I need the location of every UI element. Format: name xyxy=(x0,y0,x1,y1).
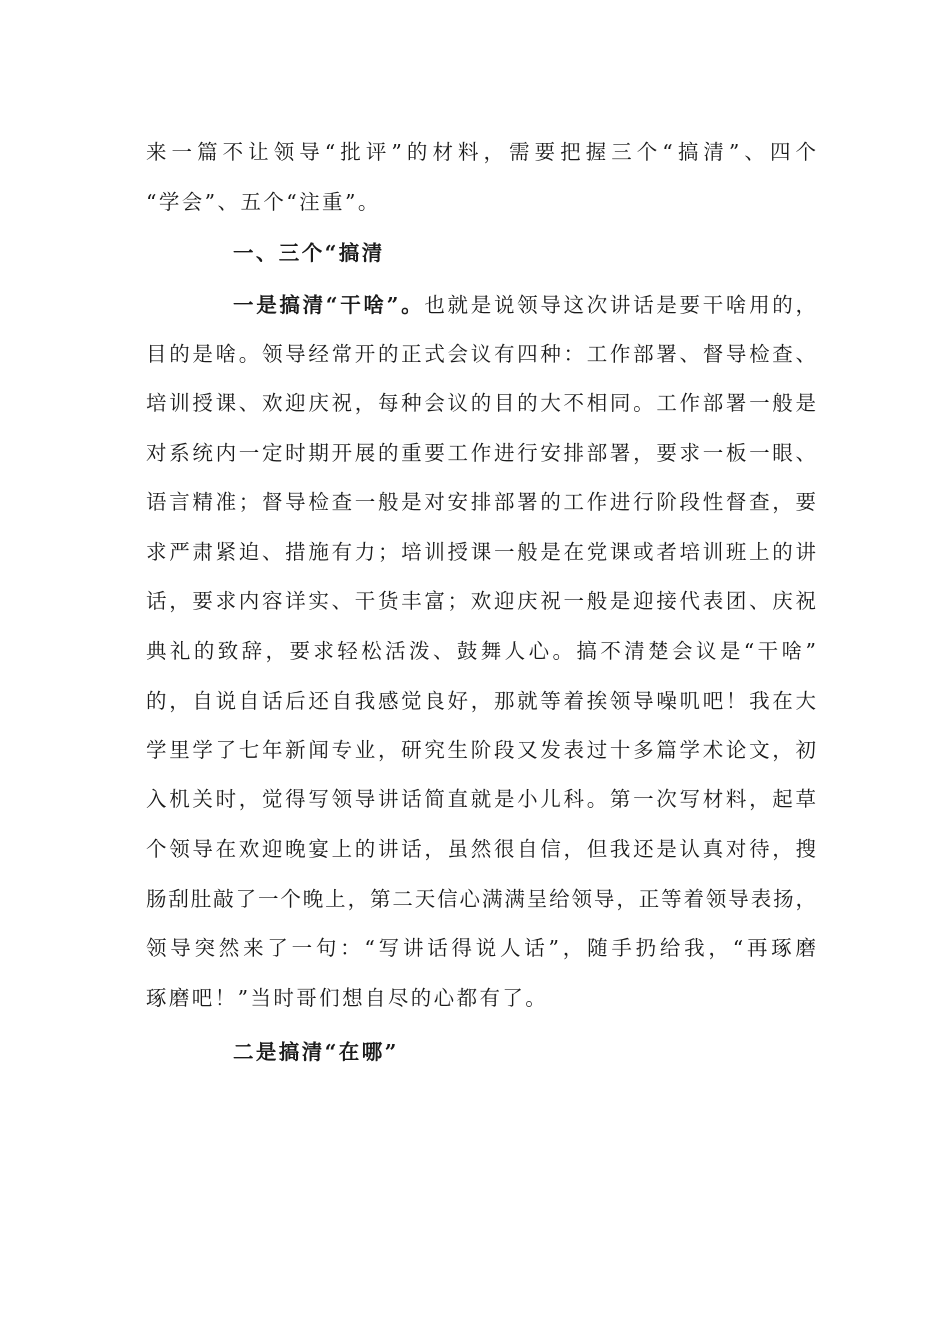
point-one-first-line xyxy=(233,288,816,322)
intro-line-2: “学会”、五个“注重”。 xyxy=(146,190,381,214)
paragraph-line: 典礼的致辞，要求轻松活泼、鼓舞人心。搞不清楚会议是“干啥” xyxy=(146,639,816,663)
paragraph-line: 话，要求内容详实、干货丰富；欢迎庆祝一般是迎接代表团、庆祝 xyxy=(146,589,816,613)
section-heading: 一、三个“搞清 xyxy=(233,241,385,265)
intro-line-1: 来一篇不让领导“批评”的材料，需要把握三个“搞清”、四个 xyxy=(146,140,816,164)
point-one-lead-text: 也就是说领导这次讲话是要干啥用的， xyxy=(424,293,816,317)
point-one-title: 一是搞清“干啥”。 xyxy=(233,293,425,317)
paragraph-line: 求严肃紧迫、措施有力；培训授课一般是在党课或者培训班上的讲 xyxy=(146,540,816,564)
paragraph-line: 语言精准；督导检查一般是对安排部署的工作进行阶段性督查，要 xyxy=(146,490,816,514)
paragraph-line: 入机关时，觉得写领导讲话简直就是小儿科。第一次写材料，起草 xyxy=(146,787,816,811)
paragraph-line: 领导突然来了一句：“写讲话得说人话”，随手扔给我，“再琢磨 xyxy=(146,936,816,960)
paragraph-line: 肠刮肚敲了一个晚上，第二天信心满满呈给领导，正等着领导表扬， xyxy=(146,887,816,911)
paragraph-line: 目的是啥。领导经常开的正式会议有四种：工作部署、督导检查、 xyxy=(146,342,816,366)
point-two-heading: 二是搞清“在哪” xyxy=(233,1040,399,1064)
paragraph-line: 对系统内一定时期开展的重要工作进行安排部署，要求一板一眼、 xyxy=(146,441,816,465)
paragraph-line: 个领导在欢迎晚宴上的讲话，虽然很自信，但我还是认真对待，搜 xyxy=(146,837,816,861)
paragraph-line: 培训授课、欢迎庆祝，每种会议的目的大不相同。工作部署一般是 xyxy=(146,391,816,415)
paragraph-line: 的，自说自话后还自我感觉良好，那就等着挨领导噪叽吧！我在大 xyxy=(146,689,816,713)
paragraph-line-last: 琢磨吧！”当时哥们想自尽的心都有了。 xyxy=(146,986,549,1010)
paragraph-line: 学里学了七年新闻专业，研究生阶段又发表过十多篇学术论文，初 xyxy=(146,738,816,762)
